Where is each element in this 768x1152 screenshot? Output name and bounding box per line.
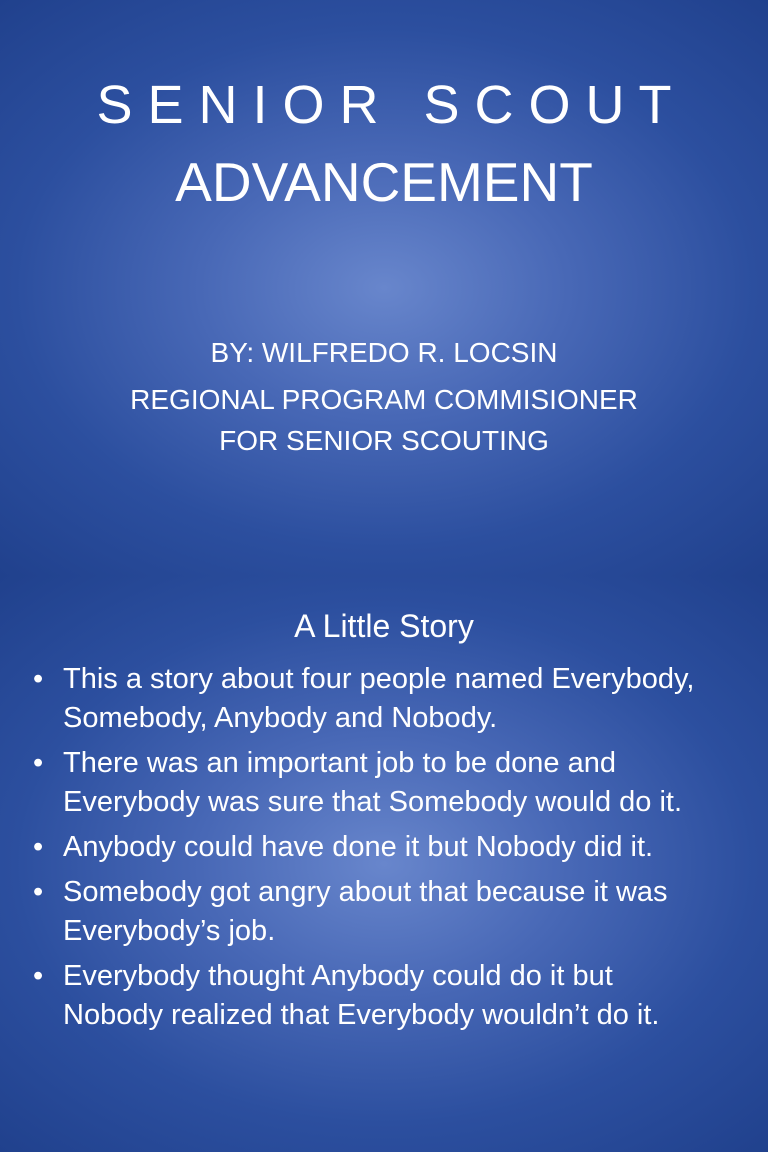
bullet-item [0, 744, 768, 822]
slide-2 [0, 576, 768, 1152]
bullet-icon: • [33, 831, 44, 863]
bullet-line: Somebody, Anybody and Nobody. [63, 702, 498, 734]
bullet-icon: • [33, 747, 44, 779]
bullet-item [0, 957, 768, 1035]
bullet-line: Anybody could have done it but Nobody did it. [63, 831, 654, 863]
bullet-item [0, 828, 768, 867]
bullet-item [0, 873, 768, 951]
bullet-line: Somebody got angry about that because it was [63, 876, 668, 908]
bullet-line: Everybody’s job. [63, 915, 276, 947]
author-line: BY: WILFREDO R. LOCSIN [210, 337, 558, 368]
bullet-item [0, 660, 768, 738]
bullet-icon: • [33, 960, 44, 992]
author-role-line-2: FOR SENIOR SCOUTING [219, 425, 549, 456]
bullet-list [0, 660, 768, 1041]
title-line-advancement: ADVANCEMENT [175, 151, 593, 213]
author-role-line: REGIONAL PROGRAM COMMISIONER [130, 384, 638, 415]
bullet-line: This a story about four people named Everybody, [63, 663, 695, 695]
bullet-icon: • [33, 876, 44, 908]
slide-title: A Little Story [294, 608, 474, 644]
bullet-line: There was an important job to be done and [63, 747, 616, 779]
bullet-line: Nobody realized that Everybody wouldn’t do it. [63, 999, 660, 1031]
bullet-line: Everybody thought Anybody could do it but [63, 960, 613, 992]
bullet-line: Everybody was sure that Somebody would do it. [63, 786, 682, 818]
bullet-icon: • [33, 663, 44, 695]
title-line-senior-scout: S E N I O R S C O U T [96, 75, 672, 135]
